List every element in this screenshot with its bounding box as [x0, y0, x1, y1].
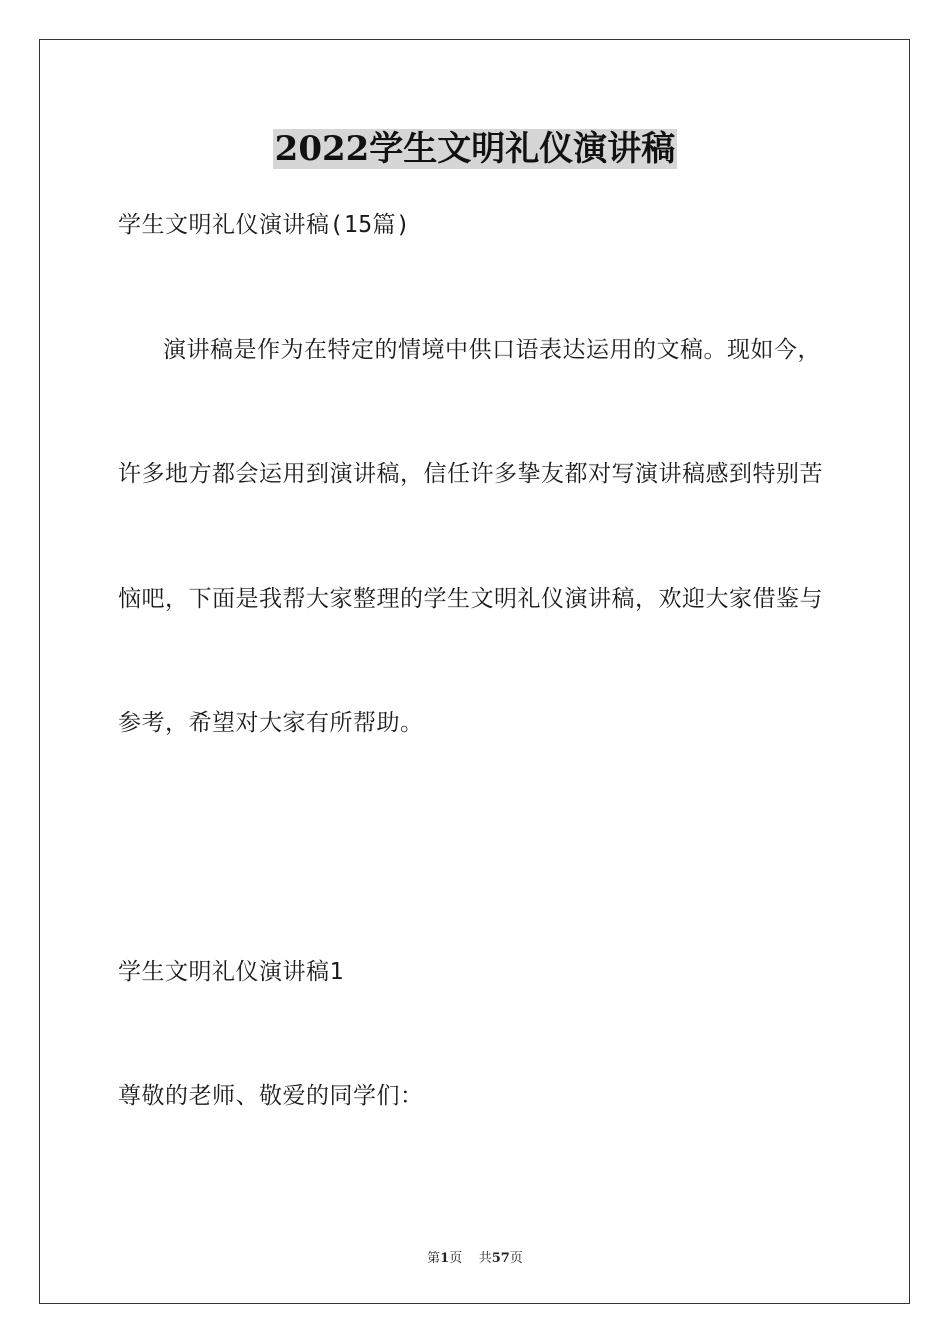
page-footer [0, 1247, 950, 1266]
document-title-text: 2022学生文明礼仪演讲稿 [274, 129, 676, 169]
section-heading: 学生文明礼仪演讲稿1 [118, 959, 344, 985]
total-pages: 57 [491, 1251, 510, 1266]
paragraph-line: 恼吧，下面是我帮大家整理的学生文明礼仪演讲稿，欢迎大家借鉴与 [118, 586, 823, 612]
page-prefix: 第 [427, 1251, 441, 1266]
paragraph-line: 演讲稿是作为在特定的情境中供口语表达运用的文稿。现如今， [163, 337, 821, 363]
salutation: 尊敬的老师、敬爱的同学们： [118, 1083, 424, 1109]
document-title [0, 126, 950, 172]
document-subtitle: 学生文明礼仪演讲稿(15篇) [118, 212, 411, 238]
paragraph-line: 参考，希望对大家有所帮助。 [118, 710, 424, 736]
total-prefix: 共 [478, 1251, 492, 1266]
page-number: 1 [440, 1251, 450, 1266]
page-suffix: 页 [449, 1251, 463, 1266]
total-suffix: 页 [509, 1251, 523, 1266]
paragraph-line: 许多地方都会运用到演讲稿，信任许多挚友都对写演讲稿感到特别苦 [118, 461, 823, 487]
